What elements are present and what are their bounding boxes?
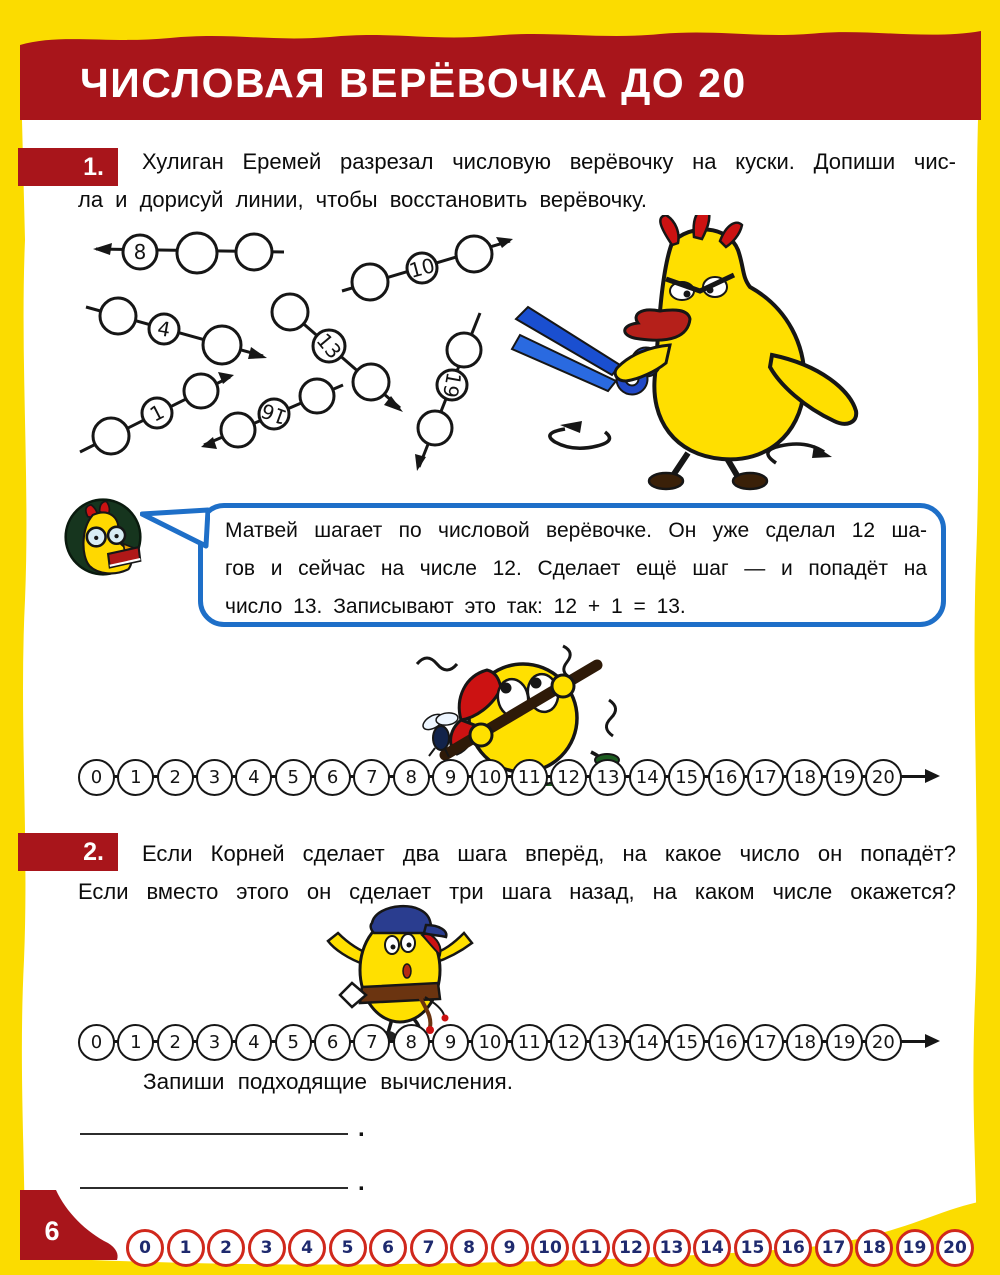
answer-period: . — [358, 1115, 365, 1142]
rope-circle-empty[interactable] — [93, 418, 129, 454]
number-line-circle — [786, 759, 823, 796]
page-title: ЧИСЛОВАЯ ВЕРЁВОЧКА ДО 20 — [80, 60, 747, 106]
number-line-value: 4 — [248, 766, 260, 788]
footer-strip-circle — [207, 1229, 245, 1267]
task1-text — [78, 143, 956, 219]
number-line-circle — [629, 759, 666, 796]
footer-strip-value: 8 — [463, 1238, 475, 1258]
number-line-circle — [708, 759, 745, 796]
number-line-circle — [589, 1024, 626, 1061]
number-line-value: 6 — [326, 766, 339, 788]
number-line-value: 14 — [635, 766, 659, 788]
number-line-circle — [747, 759, 784, 796]
number-line-value: 8 — [405, 1031, 417, 1053]
number-line-circle — [196, 1024, 233, 1061]
number-line-circle — [747, 1024, 784, 1061]
footer-strip-circle — [693, 1229, 731, 1267]
number-line-circle — [275, 759, 312, 796]
number-line-circle — [668, 759, 705, 796]
footer-strip-value: 7 — [422, 1238, 435, 1258]
footer-strip-circle — [369, 1229, 407, 1267]
rope-4-arrow — [248, 347, 267, 359]
rope-number-1: 1 — [145, 399, 169, 427]
number-line-value: 20 — [871, 766, 895, 788]
number-line-value: 18 — [793, 1031, 817, 1053]
chicken-comb — [660, 215, 678, 245]
number-line-value: 16 — [714, 1031, 738, 1053]
rope-circle-empty[interactable] — [353, 364, 389, 400]
footer-strip-value: 3 — [260, 1238, 273, 1258]
footer-strip-circle — [855, 1229, 893, 1267]
number-line-circle — [235, 1024, 272, 1061]
number-line-value: 8 — [405, 766, 417, 788]
number-line-circle — [786, 1024, 823, 1061]
rope-circle-empty[interactable] — [456, 236, 492, 272]
footer-strip-value: 19 — [902, 1238, 927, 1258]
rope-number-10: 10 — [406, 253, 438, 283]
answer-line-1[interactable] — [80, 1113, 365, 1142]
number-line-circle — [235, 759, 272, 796]
number-line-bottom — [78, 1023, 902, 1061]
speech-bubble-text — [225, 512, 927, 626]
footer-strip-value: 1 — [179, 1238, 192, 1258]
number-line-value: 16 — [714, 766, 738, 788]
footer-strip-circle — [491, 1229, 529, 1267]
footer-strip-circle — [774, 1229, 812, 1267]
footer-strip-circle — [450, 1229, 488, 1267]
number-line-circle — [511, 759, 548, 796]
number-line-circle — [432, 1024, 469, 1061]
footer-strip-value: 20 — [943, 1238, 967, 1258]
bully-chicken-illustration — [512, 215, 856, 489]
number-line-circle — [471, 1024, 508, 1061]
matvey-hand — [470, 724, 492, 746]
footer-strip-value: 6 — [382, 1238, 394, 1258]
task2-line2: Если вместо этого он сделает три шага назад, на каком числе окажется? — [78, 879, 956, 904]
rope-circle-empty[interactable] — [418, 411, 452, 445]
answer-rule[interactable] — [80, 1113, 348, 1135]
rope-circle-empty[interactable] — [221, 413, 255, 447]
speech-bubble-tail — [140, 500, 210, 555]
number-line-value: 20 — [871, 1031, 895, 1053]
number-line-circle — [314, 759, 351, 796]
tremble-squiggle — [563, 646, 571, 678]
number-line-value: 1 — [130, 766, 142, 788]
number-line-value: 0 — [90, 1031, 103, 1053]
footer-strip-value: 2 — [220, 1238, 232, 1258]
bubble-line3: число 13. Записывают это так: 12 + 1 = 13. — [225, 595, 686, 618]
number-line-value: 11 — [517, 1031, 541, 1053]
rope-circle-empty[interactable] — [272, 294, 308, 330]
number-line-value: 10 — [478, 766, 502, 788]
number-line-value: 5 — [287, 766, 299, 788]
korney-cap — [371, 906, 431, 933]
number-line-circle — [511, 1024, 548, 1061]
chicken-comb — [720, 223, 742, 247]
rope-circle-empty[interactable] — [203, 326, 241, 364]
number-line-circle — [589, 759, 626, 796]
task2-text — [78, 835, 956, 911]
tremble-squiggle — [606, 700, 615, 736]
number-line-value: 7 — [366, 766, 378, 788]
rope-number-13: 13 — [311, 328, 347, 364]
korney-string-tip — [442, 1015, 449, 1022]
footer-strip-circle — [896, 1229, 934, 1267]
rope-number-16: 16 — [257, 398, 291, 430]
number-line-circle — [668, 1024, 705, 1061]
footer-strip-value: 12 — [619, 1238, 643, 1258]
matvey-pupil — [501, 683, 512, 694]
rope-number-4: 4 — [155, 316, 173, 342]
number-line-circle — [826, 1024, 863, 1061]
footer-strip-value: 9 — [503, 1238, 516, 1258]
number-line-top — [78, 758, 902, 796]
number-line-value: 0 — [90, 766, 103, 788]
number-line-value: 15 — [675, 1031, 699, 1053]
number-line-value: 1 — [130, 1031, 142, 1053]
korney-illustration — [300, 885, 500, 1040]
mentor-avatar — [64, 498, 142, 576]
footer-strip-circle — [815, 1229, 853, 1267]
number-line-circle — [117, 759, 154, 796]
task2-number-badge: 2. — [18, 833, 118, 871]
number-line-circle — [708, 1024, 745, 1061]
rope-10-arrow — [496, 237, 513, 248]
number-line-circle — [865, 759, 902, 796]
footer-strip-circle — [329, 1229, 367, 1267]
number-line-circle — [393, 759, 430, 796]
number-line-value: 13 — [596, 766, 620, 788]
number-line-value: 12 — [557, 1031, 581, 1053]
number-line-circle — [865, 1024, 902, 1061]
bubble-tail-shape — [142, 510, 208, 546]
chicken-beak — [625, 310, 690, 340]
number-line-value: 14 — [635, 1031, 659, 1053]
task1-number-badge: 1. — [18, 148, 118, 186]
number-line-value: 9 — [444, 766, 457, 788]
number-line-circle — [78, 1024, 115, 1061]
number-line-value: 3 — [208, 766, 221, 788]
footer-strip-value: 17 — [821, 1238, 846, 1258]
footer-strip-circle — [531, 1229, 569, 1267]
footer-strip-circle — [572, 1229, 610, 1267]
footer-strip-value: 5 — [341, 1238, 354, 1258]
number-line-circle — [157, 759, 194, 796]
number-line-circle — [826, 759, 863, 796]
number-line-circle — [629, 1024, 666, 1061]
number-line-circle — [393, 1024, 430, 1061]
footer-strip-circle — [248, 1229, 286, 1267]
number-line-value: 12 — [557, 766, 581, 788]
cut-rope-curl-left-arrow — [560, 421, 582, 433]
chicken-pupil — [684, 291, 691, 298]
matvey-hand — [552, 675, 574, 697]
number-line-value: 2 — [169, 1031, 181, 1053]
footer-strip-circle — [612, 1229, 650, 1267]
number-line-value: 7 — [366, 1031, 378, 1053]
answer-period: . — [358, 1169, 365, 1196]
number-line-circle — [196, 759, 233, 796]
footer-strip-value: 0 — [139, 1238, 151, 1258]
tremble-squiggle — [417, 658, 457, 670]
number-line-circle — [157, 1024, 194, 1061]
rope-circle-empty[interactable] — [236, 234, 272, 270]
chicken-body — [654, 229, 804, 459]
number-line-value: 3 — [208, 1031, 221, 1053]
footer-strip-circle — [410, 1229, 448, 1267]
fly-body — [433, 726, 449, 750]
korney-cap-visor — [424, 925, 446, 937]
bubble-line1: Матвей шагает по числовой верёвочке. Он уже сделал 12 ша- — [225, 519, 927, 542]
number-line-circle — [353, 1024, 390, 1061]
footer-number-strip — [126, 1229, 974, 1267]
avatar-eye — [94, 536, 98, 540]
rope-circle-empty[interactable] — [300, 379, 334, 413]
chicken-foot — [649, 473, 683, 489]
rope-circle-empty[interactable] — [100, 298, 136, 334]
footer-strip-circle — [167, 1229, 205, 1267]
cut-rope-curl-right-arrow — [812, 445, 832, 458]
number-line-circle — [314, 1024, 351, 1061]
footer-strip-circle — [126, 1229, 164, 1267]
number-line-value: 9 — [444, 1031, 457, 1053]
footer-strip-circle — [936, 1229, 974, 1267]
number-line-circle — [550, 1024, 587, 1061]
rope-number-8: 8 — [133, 240, 147, 264]
number-line-value: 6 — [326, 1031, 339, 1053]
task1-line1: Хулиган Еремей разрезал числовую верёвочку на куски. Допиши чис- — [142, 149, 956, 174]
number-line-value: 2 — [169, 766, 181, 788]
number-line-circle — [275, 1024, 312, 1061]
bubble-line2: гов и сейчас на числе 12. Сделает ещё шаг — и попадёт на — [225, 557, 927, 580]
rope-circle-empty[interactable] — [184, 374, 218, 408]
rope-pieces-illustration — [60, 215, 960, 495]
number-line-circle — [78, 759, 115, 796]
write-prompt: Запиши подходящие вычисления. — [143, 1069, 513, 1094]
number-line-value: 11 — [517, 766, 541, 788]
number-line-circle — [432, 759, 469, 796]
number-line-value: 4 — [248, 1031, 260, 1053]
footer-strip-value: 13 — [659, 1238, 684, 1258]
footer-strip-circle — [734, 1229, 772, 1267]
answer-line-2[interactable] — [80, 1167, 365, 1196]
korney-pupil — [391, 945, 396, 950]
number-line-value: 5 — [287, 1031, 299, 1053]
number-line-value: 17 — [753, 1031, 777, 1053]
rope-number-19: 19 — [437, 370, 467, 400]
answer-rule[interactable] — [80, 1167, 348, 1189]
footer-strip-value: 4 — [301, 1238, 313, 1258]
number-line-circle — [471, 759, 508, 796]
footer-strip-value: 15 — [740, 1238, 765, 1258]
footer-strip-value: 10 — [538, 1238, 562, 1258]
rope-circle-empty[interactable] — [352, 264, 388, 300]
rope-circle-empty[interactable] — [447, 333, 481, 367]
footer-strip-value: 16 — [781, 1238, 805, 1258]
footer-strip-value: 11 — [578, 1238, 603, 1258]
number-line-value: 19 — [832, 766, 856, 788]
number-line-value: 15 — [675, 766, 699, 788]
korney-pupil — [407, 943, 412, 948]
footer-strip-circle — [653, 1229, 691, 1267]
number-line-circle — [117, 1024, 154, 1061]
footer-strip-value: 14 — [700, 1238, 724, 1258]
korney-mouth — [403, 964, 411, 978]
footer-strip-value: 18 — [862, 1238, 886, 1258]
number-line-value: 13 — [596, 1031, 620, 1053]
number-line-circle — [550, 759, 587, 796]
rope-circle-empty[interactable] — [177, 233, 217, 273]
number-line-value: 17 — [753, 766, 777, 788]
task1-line2: ла и дорисуй линии, чтобы восстановить верёвочку. — [78, 187, 648, 212]
matvey-pupil — [531, 678, 542, 689]
number-line-value: 18 — [793, 766, 817, 788]
task2-line1: Если Корней сделает два шага вперёд, на какое число он попадёт? — [142, 841, 956, 866]
footer-strip-circle — [288, 1229, 326, 1267]
number-line-value: 19 — [832, 1031, 856, 1053]
rope-8-arrow — [93, 243, 112, 255]
chicken-foot — [733, 473, 767, 489]
avatar-eye — [114, 534, 118, 538]
page-number: 6 — [44, 1216, 60, 1246]
number-line-value: 10 — [478, 1031, 502, 1053]
number-line-circle — [353, 759, 390, 796]
